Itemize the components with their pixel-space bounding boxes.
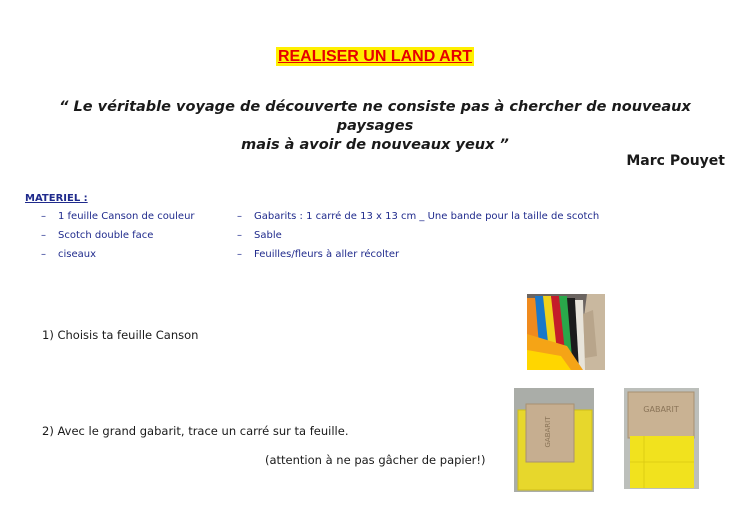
stencil-label-1: GABARIT	[544, 416, 552, 448]
canson-sheets-photo	[527, 294, 605, 370]
quote-author: Marc Pouyet	[626, 153, 725, 169]
material-item: – Scotch double face	[41, 230, 154, 241]
step-2-note: (attention à ne pas gâcher de papier!)	[265, 453, 486, 467]
materials-list-right	[237, 211, 627, 271]
material-item: – Feuilles/fleurs à aller récolter	[237, 249, 400, 260]
material-item: – Gabarits : 1 carré de 13 x 13 cm _ Une bande pour la taille de scotch	[237, 211, 600, 222]
stencil-photo-2	[624, 388, 699, 489]
material-item: – Sable	[237, 230, 282, 241]
page-title: REALISER UN LAND ART	[277, 48, 473, 65]
material-item: – ciseaux	[41, 249, 97, 260]
stencil-image-1	[514, 388, 594, 492]
canson-sheets-image	[527, 294, 605, 370]
quote-line-2: mais à avoir de nouveaux yeux ”	[241, 137, 509, 153]
step-2-text: 2) Avec le grand gabarit, trace un carré sur ta feuille.	[42, 424, 349, 438]
step-1-text: 1) Choisis ta feuille Canson	[42, 328, 199, 342]
quote	[30, 98, 720, 155]
materials-heading: MATERIEL :	[25, 193, 88, 204]
stencil-label-2: GABARIT	[643, 405, 679, 414]
material-item: – 1 feuille Canson de couleur	[41, 211, 195, 222]
materials-list-left	[41, 211, 231, 271]
stencil-image-2	[624, 388, 699, 489]
stencil-photo-1	[514, 388, 594, 492]
quote-line-1: “ Le véritable voyage de découverte ne consiste pas à chercher de nouveaux paysages	[59, 99, 691, 134]
